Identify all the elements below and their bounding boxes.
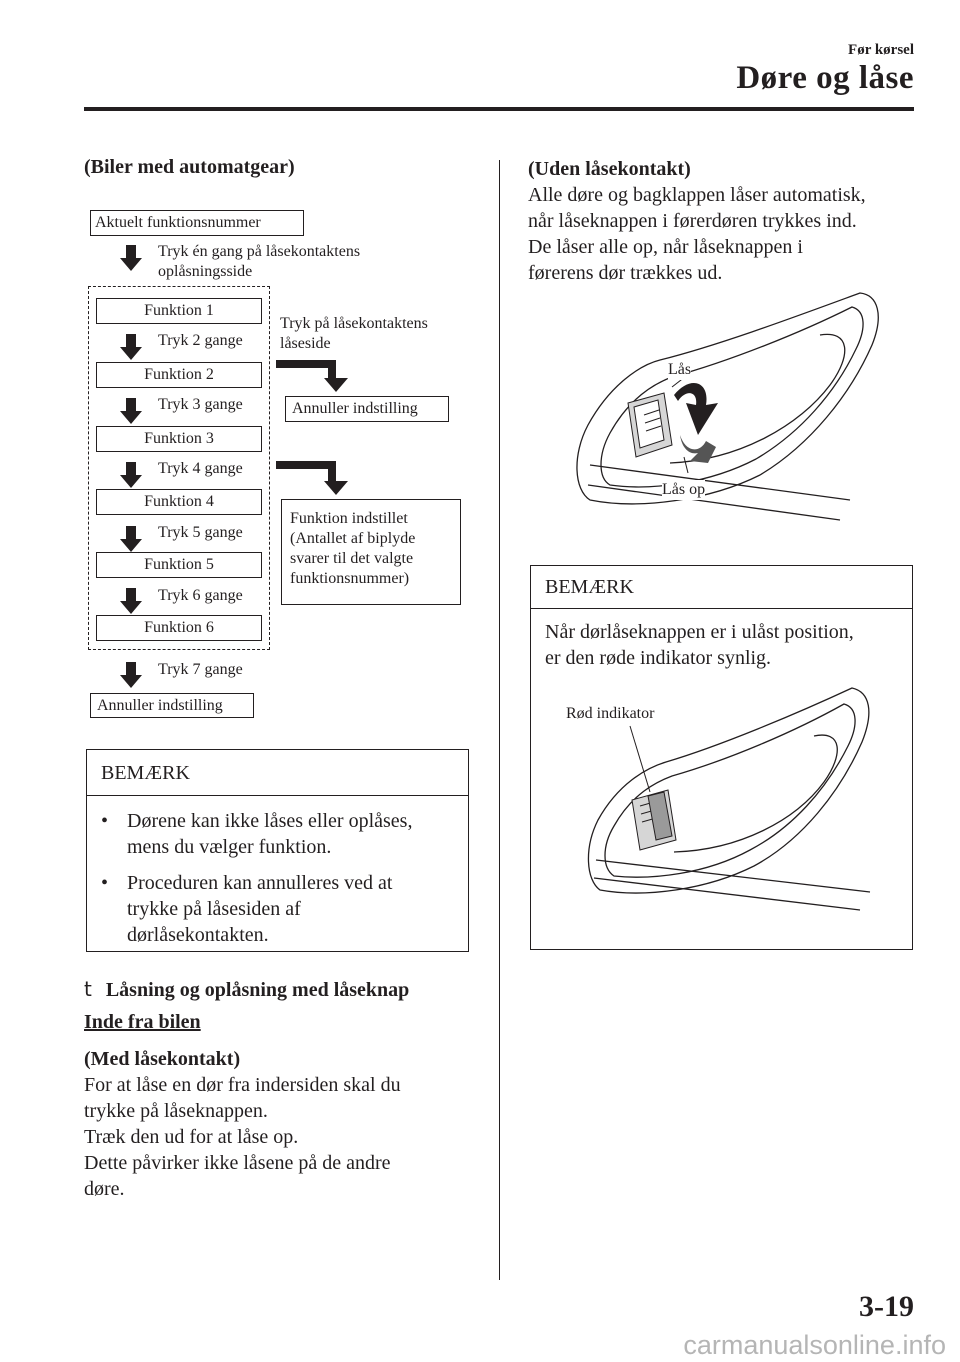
- bullet-dot-icon: •: [101, 810, 109, 832]
- bent-arrow-icon: [276, 360, 356, 392]
- without-switch-heading: (Uden låsekontakt): [528, 158, 691, 180]
- press-once-line2: oplåsningsside: [158, 263, 253, 280]
- with-switch-text: For at låse en dør fra indersiden skal du trykke på låseknappen. Træk den ud for at låse op. Dette påvirker ikke låsene på de andre døre.: [84, 1074, 401, 1200]
- arrow-down-icon: [120, 334, 142, 360]
- arrow-down-icon: [120, 245, 142, 271]
- section-label: Før kørsel: [848, 42, 914, 58]
- note-title-right: BEMÆRK: [531, 566, 912, 609]
- bullet-dot-icon: •: [101, 872, 109, 894]
- subheading: t Låsning og oplåsning med låseknap: [84, 977, 410, 1001]
- function-box-4: Funktion 4: [96, 489, 262, 515]
- note-box-right: BEMÆRK Når dørlåseknappen er i ulåst position, er den røde indikator synlig.: [530, 565, 913, 950]
- inside-car-heading: Inde fra bilen: [84, 1011, 201, 1033]
- door-handle-illustration: [560, 285, 890, 545]
- note-box-left: [86, 749, 469, 952]
- function-box-1: Funktion 1: [96, 298, 262, 324]
- arrow-down-icon: [120, 398, 142, 424]
- lock-rotation-arrow-icon: [674, 383, 718, 463]
- arrow-down-icon: [120, 462, 142, 488]
- bent-arrow-icon: [276, 461, 356, 495]
- function-set-line2: (Antallet af biplyde: [290, 530, 416, 547]
- cancel-setting-box-right: Annuller indstilling: [285, 396, 449, 422]
- automatic-heading: (Biler med automatgear): [84, 156, 295, 178]
- red-indicator-label: Rød indikator: [566, 705, 655, 722]
- unlock-label: Lås op: [662, 481, 706, 498]
- page-title: Døre og låse: [736, 60, 914, 96]
- function-box-5: Funktion 5: [96, 552, 262, 578]
- function-set-line4: funktionsnummer): [290, 570, 410, 587]
- arrow-down-icon: [120, 662, 142, 688]
- cancel-setting-box-bottom: Annuller indstilling: [90, 693, 254, 718]
- press-label-6: Tryk 6 gange: [158, 587, 243, 604]
- press-label-2: Tryk 2 gange: [158, 332, 243, 349]
- watermark: carmanualsonline.info: [683, 1330, 946, 1360]
- door-handle-red-indicator-illustration: [570, 680, 890, 930]
- press-label-3: Tryk 3 gange: [158, 396, 243, 413]
- subheading-marker: t: [84, 977, 92, 1001]
- press-once-line1: Tryk én gang på låsekontaktens: [158, 243, 361, 260]
- header-rule: [84, 107, 914, 111]
- without-switch-text: Alle døre og bagklappen låser automatisk, når låseknappen i førerdøren trykkes ind. De låser alle op, når låseknappen i førerens dør trækkes ud.: [528, 184, 866, 284]
- function-set-line3: svarer til det valgte: [290, 550, 414, 567]
- note-bullet-2: • Proceduren kan annulleres ved at trykke på låsesiden af dørlåsekontakten.: [101, 872, 393, 946]
- press-lock-side-line2: låseside: [280, 335, 331, 352]
- function-box-2: Funktion 2: [96, 362, 262, 388]
- function-set-line1: Funktion indstillet: [290, 510, 408, 527]
- page-number: 3-19: [859, 1290, 914, 1323]
- column-divider: [499, 160, 500, 1280]
- arrow-down-icon: [120, 526, 142, 552]
- press-label-4: Tryk 4 gange: [158, 460, 243, 477]
- note-bullet-1: • Dørene kan ikke låses eller oplåses, mens du vælger funktion.: [101, 810, 413, 858]
- function-box-3: Funktion 3: [96, 426, 262, 452]
- with-switch-heading: (Med låsekontakt): [84, 1048, 241, 1070]
- press-lock-side-line1: Tryk på låsekontaktens: [280, 315, 428, 332]
- function-box-6: Funktion 6: [96, 615, 262, 641]
- note-title: BEMÆRK: [87, 750, 468, 796]
- current-function-box: Aktuelt funktionsnummer: [90, 210, 304, 236]
- press-label-5: Tryk 5 gange: [158, 524, 243, 541]
- press-label-7: Tryk 7 gange: [158, 661, 243, 678]
- arrow-down-icon: [120, 588, 142, 614]
- lock-label: Lås: [668, 361, 692, 378]
- function-set-box: [281, 499, 461, 605]
